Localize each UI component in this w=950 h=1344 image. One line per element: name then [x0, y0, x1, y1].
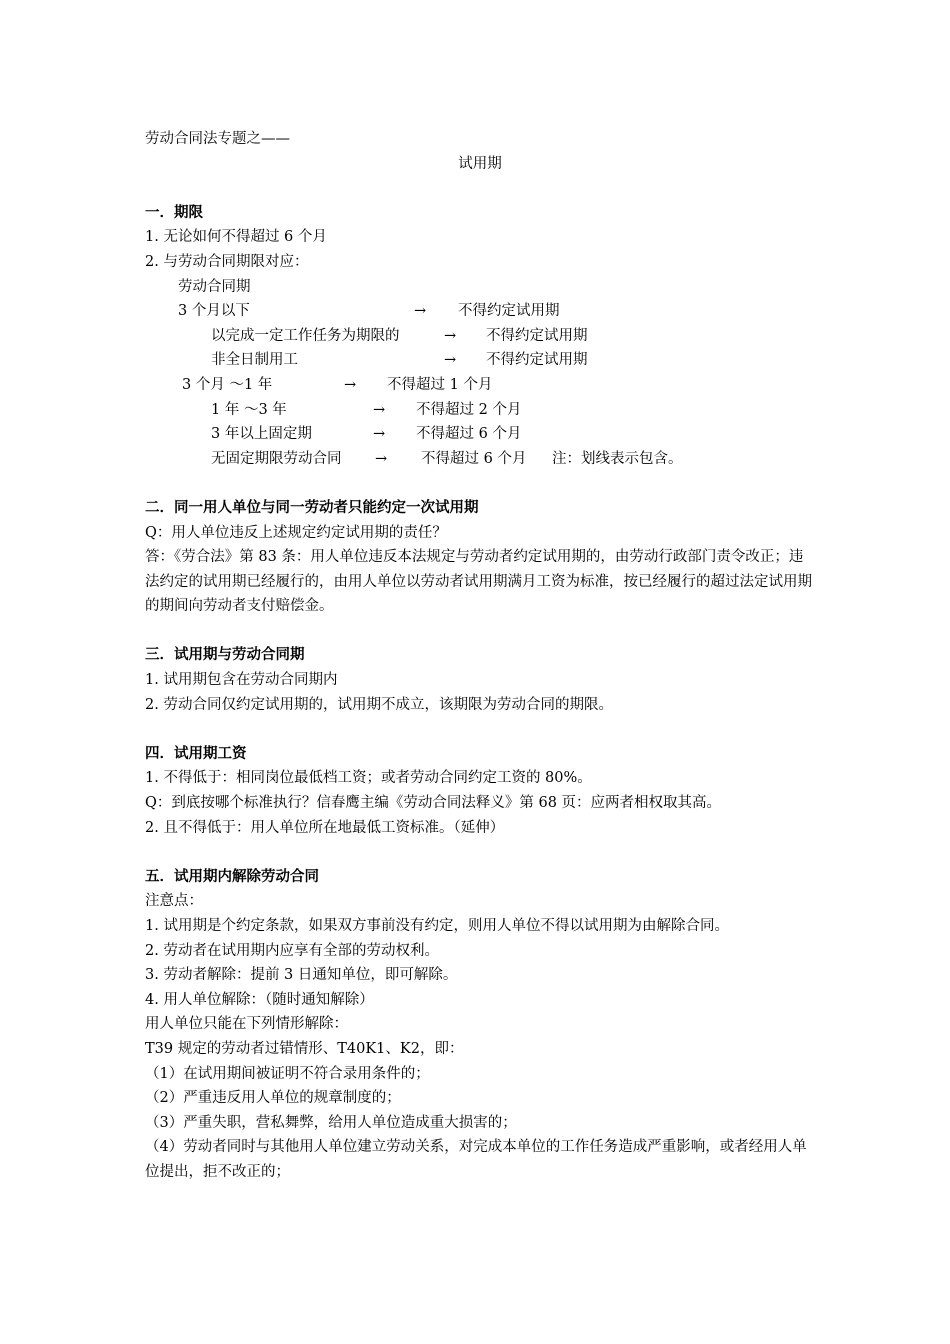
note-label: 注意点：: [145, 893, 203, 910]
paragraph: 1. 试用期包含在劳动合同期内: [145, 672, 338, 689]
term-rule: 不得约定试用期: [486, 327, 588, 344]
term-label: 3 个月以下: [178, 303, 250, 320]
term-row: [145, 447, 815, 472]
term-label: 非全日制用工: [211, 352, 298, 369]
term-label: 3 个月 ～1 年: [182, 376, 273, 393]
section-5-heading: 五．试用期内解除劳动合同: [145, 868, 319, 885]
arrow-icon: →: [414, 303, 427, 320]
list-item: （1）在试用期间被证明不符合录用条件的；: [145, 1065, 430, 1082]
term-rule: 不得超过 2 个月: [416, 401, 522, 418]
term-label: 以完成一定工作任务为期限的: [211, 327, 400, 344]
question: Q：用人单位违反上述规定约定试用期的责任？: [145, 524, 447, 541]
document-body: [145, 127, 815, 1185]
term-rule: 不得超过 1 个月: [387, 376, 493, 393]
section-1-heading: 一．期限: [145, 204, 203, 221]
arrow-icon: →: [373, 426, 386, 443]
arrow-icon: →: [444, 352, 457, 369]
term-table-header: 劳动合同期: [178, 278, 251, 295]
paragraph: 用人单位只能在下列情形解除：: [145, 1016, 348, 1033]
term-label: 无固定期限劳动合同: [211, 450, 342, 467]
section-4-heading: 四．试用期工资: [145, 745, 247, 762]
list-item: （3）严重失职，营私舞弊，给用人单位造成重大损害的；: [145, 1114, 517, 1131]
term-row: [145, 324, 815, 349]
term-note: 注：划线表示包含。: [552, 450, 683, 467]
section-3-heading: 三．试用期与劳动合同期: [145, 647, 305, 664]
question: Q：到底按哪个标准执行？信春鹰主编《劳动合同法释义》第 68 页：应两者相权取其高。: [145, 795, 722, 812]
term-row: [145, 422, 815, 447]
term-row: [145, 348, 815, 373]
term-label: 1 年 ～3 年: [211, 401, 287, 418]
term-row: [145, 299, 815, 324]
paragraph: 1. 无论如何不得超过 6 个月: [145, 229, 327, 246]
paragraph: 2. 劳动合同仅约定试用期的，试用期不成立，该期限为劳动合同的期限。: [145, 696, 613, 713]
series-title: 劳动合同法专题之——: [145, 131, 290, 147]
term-rule: 不得超过 6 个月: [416, 426, 522, 443]
paragraph: 4. 用人单位解除：（随时通知解除）: [145, 991, 374, 1008]
term-rule: 不得超过 6 个月: [421, 450, 527, 467]
document-title: 试用期: [458, 155, 502, 172]
paragraph: 1. 不得低于：相同岗位最低档工资；或者劳动合同约定工资的 80%。: [145, 770, 592, 787]
section-2-heading: 二．同一用人单位与同一劳动者只能约定一次试用期: [145, 499, 479, 516]
list-item: （2）严重违反用人单位的规章制度的；: [145, 1090, 401, 1107]
list-item: （4）劳动者同时与其他用人单位建立劳动关系，对完成本单位的工作任务造成严重影响，或者经用人单位提出，拒不改正的；: [145, 1139, 807, 1180]
answer: 答：《劳合法》第 83 条：用人单位违反本法规定与劳动者约定试用期的，由劳动行政部门责令改正；违法约定的试用期已经履行的，由用人单位以劳动者试用期满月工资为标准，按已经履行的超过法定试用期的期间向劳动者支付赔偿金。: [145, 549, 812, 615]
paragraph: 2. 与劳动合同期限对应：: [145, 253, 309, 270]
arrow-icon: →: [444, 327, 457, 344]
term-rule: 不得约定试用期: [486, 352, 588, 369]
term-row: [145, 373, 815, 398]
term-rule: 不得约定试用期: [458, 303, 560, 320]
term-row: [145, 398, 815, 423]
paragraph: 1. 试用期是个约定条款，如果双方事前没有约定，则用人单位不得以试用期为由解除合同。: [145, 918, 729, 934]
paragraph: 3. 劳动者解除：提前 3 日通知单位，即可解除。: [145, 967, 458, 984]
paragraph: 2. 且不得低于：用人单位所在地最低工资标准。（延伸）: [145, 819, 505, 836]
arrow-icon: →: [375, 450, 388, 467]
term-label: 3 年以上固定期: [211, 426, 312, 443]
paragraph: T39 规定的劳动者过错情形、T40K1、K2，即：: [145, 1040, 464, 1057]
arrow-icon: →: [344, 376, 357, 393]
paragraph: 2. 劳动者在试用期内应享有全部的劳动权利。: [145, 942, 439, 959]
arrow-icon: →: [373, 401, 386, 418]
